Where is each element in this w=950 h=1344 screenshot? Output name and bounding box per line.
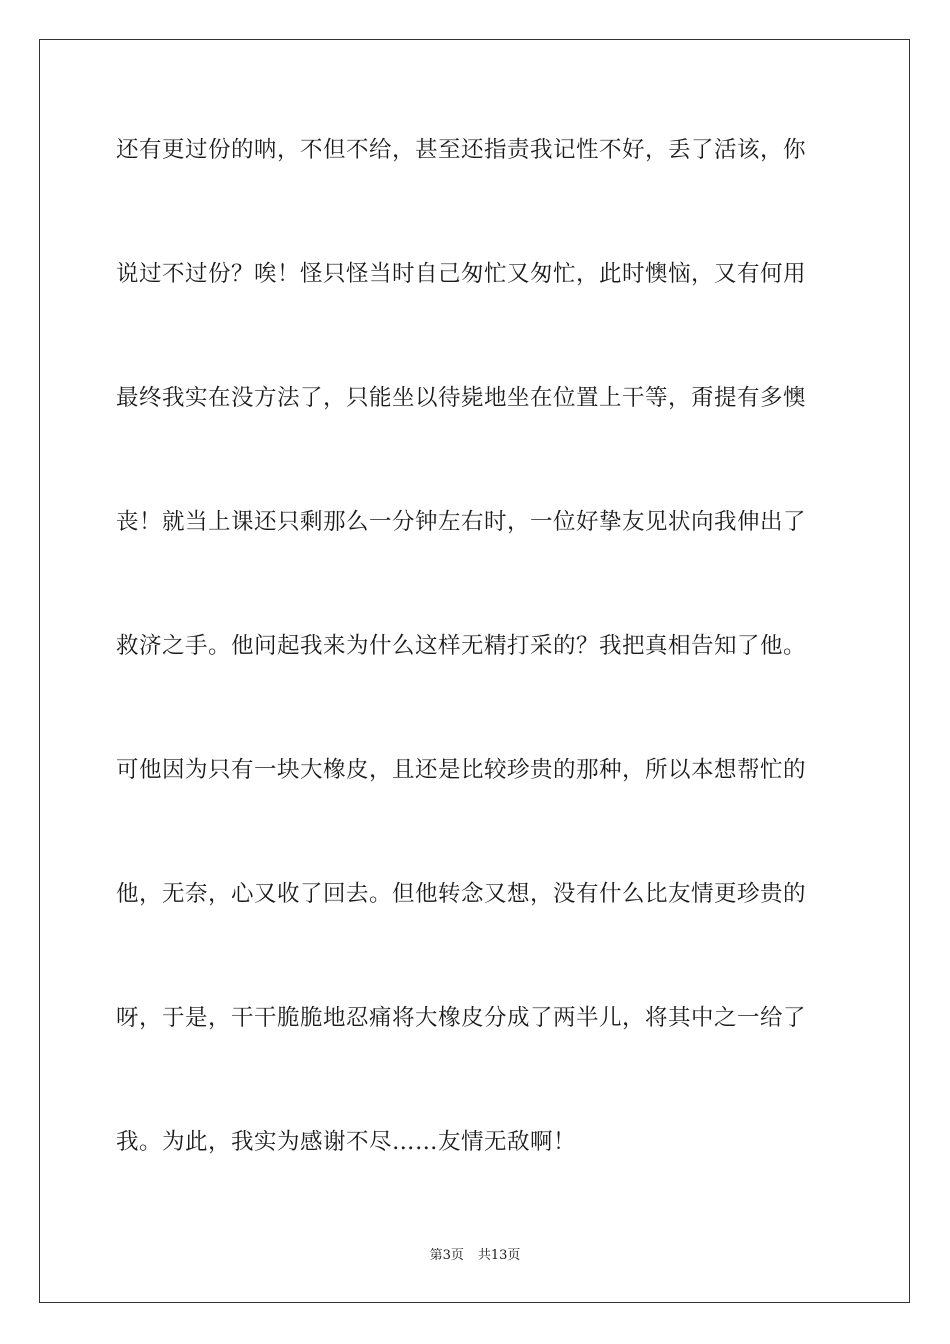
- document-body: [116, 126, 836, 1242]
- text-line-7: 他，无奈，心又收了回去。但他转念又想，没有什么比友情更珍贵的: [116, 881, 807, 907]
- text-line-8: 呀，于是，干干脆脆地忍痛将大橡皮分成了两半儿，将其中之一给了: [116, 1005, 807, 1031]
- text-line-3: 最终我实在没方法了，只能坐以待毙地坐在位置上干等，甭提有多懊: [116, 385, 807, 411]
- text-line-2: 说过不过份？唉！怪只怪当时自己匆忙又匆忙，此时懊恼，又有何用: [116, 261, 807, 287]
- text-line-4: 丧！就当上课还只剩那么一分钟左右时，一位好挚友见状向我伸出了: [116, 509, 807, 535]
- text-line-9: 我。为此，我实为感谢不尽……友情无敌啊！: [116, 1129, 577, 1155]
- text-line-5: 救济之手。他问起我来为什么这样无精打采的？我把真相告知了他。: [116, 633, 807, 659]
- page-total: 共13页: [477, 1248, 521, 1263]
- text-line-6: 可他因为只有一块大橡皮，且还是比较珍贵的那种，所以本想帮忙的: [116, 757, 807, 783]
- text-line-1: 还有更过份的呐，不但不给，甚至还指责我记性不好，丢了活该，你: [116, 137, 807, 163]
- page-number: 第3页: [429, 1248, 464, 1263]
- page-footer: [0, 1246, 950, 1266]
